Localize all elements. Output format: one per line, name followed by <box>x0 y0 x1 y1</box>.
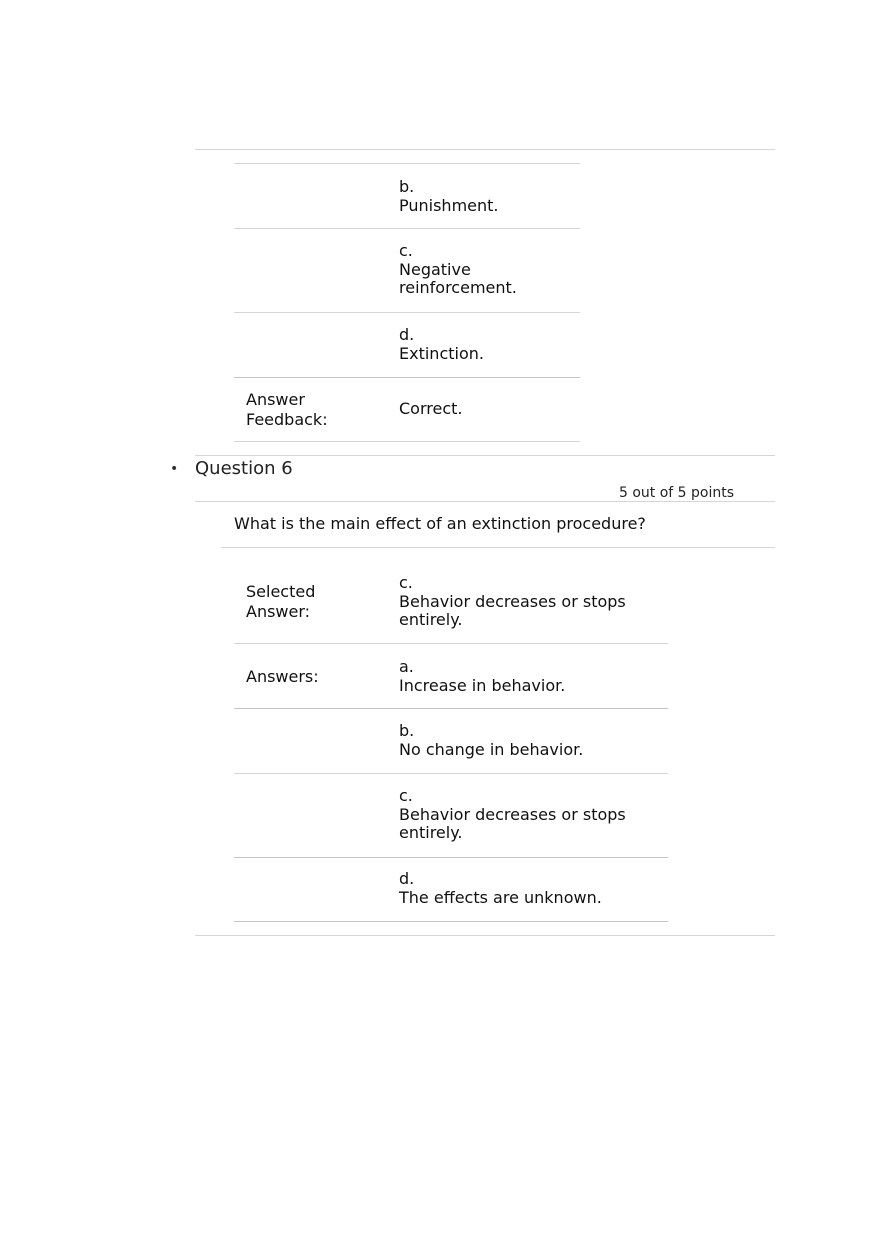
row-divider <box>234 773 668 774</box>
question-divider <box>195 935 775 936</box>
question-prompt: What is the main effect of an extinction procedure? <box>234 514 646 533</box>
choice-letter: b. <box>399 721 415 740</box>
choice-letter: a. <box>399 657 414 676</box>
answer-feedback-label: Answer Feedback: <box>246 390 328 429</box>
row-divider <box>234 312 580 313</box>
row-divider <box>234 377 580 378</box>
choice-letter: c. <box>399 786 413 805</box>
answer-feedback-value: Correct. <box>399 399 463 418</box>
answers-label: Answers: <box>246 667 319 686</box>
prompt-divider <box>221 547 775 548</box>
question-title: Question 6 <box>195 458 293 479</box>
choice-letter: d. <box>399 869 415 888</box>
row-divider <box>234 708 668 709</box>
choice-letter: d. <box>399 325 415 344</box>
choice-text: The effects are unknown. <box>399 887 602 907</box>
choice-text: Extinction. <box>399 343 484 363</box>
choice-text: No change in behavior. <box>399 739 584 759</box>
answer-choice-c <box>399 242 574 298</box>
answer-choice-d <box>399 326 574 363</box>
choice-text: Increase in behavior. <box>399 675 566 695</box>
answer-choice-c <box>399 787 659 843</box>
question-header-divider <box>195 501 775 502</box>
row-divider <box>234 441 580 442</box>
choice-text: Behavior decreases or stops entirely. <box>399 804 626 842</box>
section-divider <box>195 149 775 150</box>
row-divider <box>234 643 668 644</box>
choice-letter: c. <box>399 241 413 260</box>
answer-choice-b <box>399 178 574 215</box>
row-divider <box>234 857 668 858</box>
answer-choice-d <box>399 870 659 907</box>
choice-text: Punishment. <box>399 195 499 215</box>
selected-answer-label: Selected Answer: <box>246 582 316 621</box>
choice-letter: b. <box>399 177 415 196</box>
selected-answer <box>399 574 659 630</box>
row-divider <box>234 921 668 922</box>
answer-choice-b <box>399 722 659 759</box>
row-divider <box>234 228 580 229</box>
question-divider <box>195 455 775 456</box>
question-points: 5 out of 5 points <box>619 485 735 501</box>
row-divider <box>234 163 580 164</box>
list-bullet: • <box>170 461 179 477</box>
answer-choice-a <box>399 658 659 695</box>
choice-letter: c. <box>399 573 413 592</box>
choice-text: Behavior decreases or stops entirely. <box>399 591 626 629</box>
choice-text: Negative reinforcement. <box>399 259 517 297</box>
